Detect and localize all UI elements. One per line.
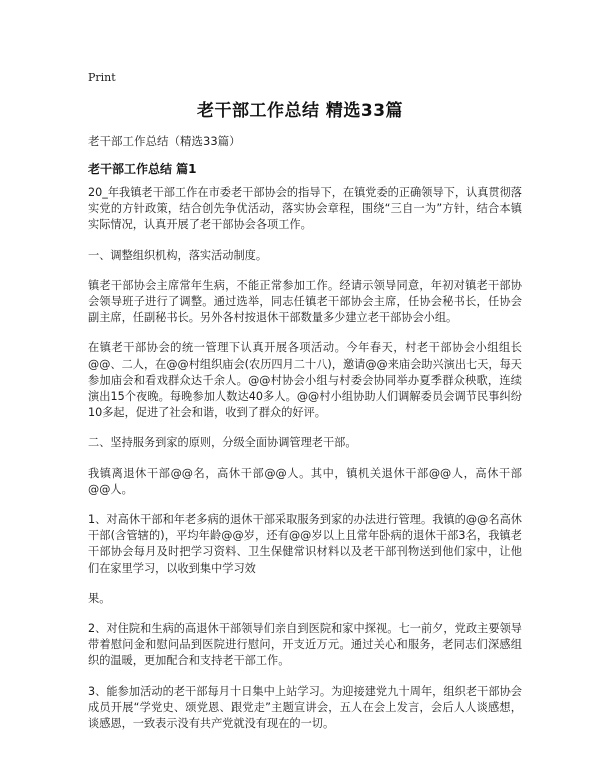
paragraph-org-adjustment: 镇老干部协会主席常年生病，不能正常参加工作。经请示领导同意，年初对镇老干部协会领导班子进行了调整。通过选举，同志任镇老干部协会主席，任协会秘书长，任协会副主席，任副秘书长。另外各村按退休干部数量多少建立老干部协会小组。 <box>88 278 522 325</box>
paragraph-activities: 在镇老干部协会的统一管理下认真开展各项活动。今年春天，村老干部协会小组组长@@、二人，在@@村组织庙会(农历四月二十八)，邀请@@来庙会助兴演出七天，每天参加庙会和看戏群众达千余人。@@村协会小组与村委会协同举办夏季群众秧歌，连续演出15个夜晚。每晚参加人数达40多人。@@村小组协助人们调解委员会调节民事纠纷10多起，促进了社会和谐，收到了群众的好评。 <box>88 341 522 420</box>
section-heading: 老干部工作总结 篇1 <box>88 162 197 176</box>
page-title: 老干部工作总结 精选33篇 <box>196 101 404 121</box>
paragraph-heading-1: 一、调整组织机构，落实活动制度。 <box>88 248 268 262</box>
paragraph-cadre-count: 我镇离退休干部@@名，高休干部@@人。其中，镇机关退休干部@@人，高休干部@@人。 <box>88 466 522 496</box>
document-body <box>88 185 522 744</box>
paragraph-item-3: 3、能参加活动的老干部每月十日集中上站学习。为迎接建党九十周年，组织老干部协会成员开展“学党史、颂党恩、跟党走”主题宣讲会，五人在会上发言，会后人人谈感想，谈感恩，一致表示没有共产党就没有现在的一切。 <box>88 684 522 731</box>
document-subtitle: 老干部工作总结（精选33篇） <box>88 134 241 148</box>
paragraph-item-1-cont: 果。 <box>88 591 111 605</box>
paragraph-heading-2: 二、坚持服务到家的原则，分级全面协调管理老干部。 <box>88 436 357 450</box>
paragraph-item-1: 1、对高休干部和年老多病的退休干部采取服务到家的办法进行管理。我镇的@@名高休干部(含管辖的)，平均年龄@@岁，还有@@岁以上且常年卧病的退休干部3名，我镇老干部协会每月及时把学习资料、卫生保健常识材料以及老干部刊物送到他们家中，让他们在家里学习，以收到集中学习效 <box>88 513 522 575</box>
paragraph-item-2: 2、对住院和生病的高退休干部领导们亲自到医院和家中探视。七一前夕，党政主要领导带着慰问金和慰问品到医院进行慰问，开支近万元。通过关心和服务，老同志们深感组织的温暖，更加配合和支持老干部工作。 <box>88 622 522 668</box>
print-link[interactable]: Print <box>88 71 116 84</box>
paragraph-intro: 20_年我镇老干部工作在市委老干部协会的指导下，在镇党委的正确领导下，认真贯彻落实党的方针政策，结合创先争优活动，落实协会章程，围绕“三自一为”方针，结合本镇实际情况，认真开展了老干部协会各项工作。 <box>88 186 522 232</box>
